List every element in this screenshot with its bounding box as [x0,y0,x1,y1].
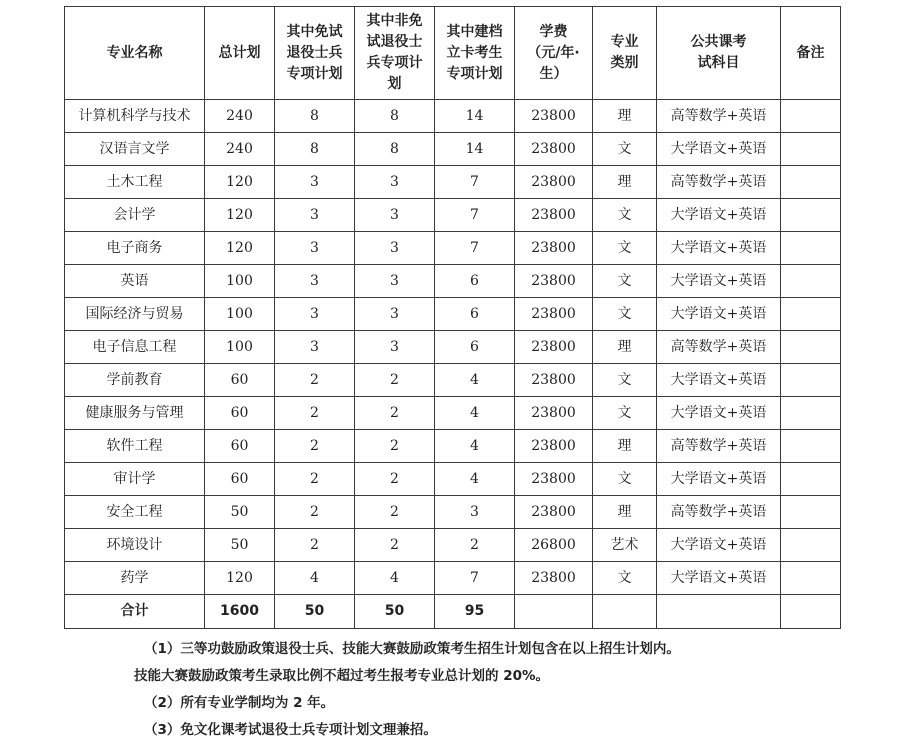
exempt-plan-cell: 8 [275,100,355,133]
poverty-plan-cell: 4 [435,463,515,496]
document [64,6,840,629]
major-name-cell: 汉语言文学 [65,133,205,166]
nonexempt-plan-cell: 2 [355,430,435,463]
category-cell: 理 [593,166,657,199]
category-cell: 理 [593,331,657,364]
category-cell: 理 [593,100,657,133]
remark-cell [781,166,841,199]
exam-subjects-cell: 高等数学+英语 [657,496,781,529]
totals-total: 1600 [205,595,275,629]
nonexempt-plan-cell: 3 [355,166,435,199]
total-plan-cell: 120 [205,166,275,199]
exam-subjects-cell: 大学语文+英语 [657,397,781,430]
tuition-cell: 26800 [515,529,593,562]
major-name-cell: 学前教育 [65,364,205,397]
remark-cell [781,463,841,496]
exempt-plan-cell: 4 [275,562,355,595]
category-cell: 文 [593,298,657,331]
poverty-plan-cell: 4 [435,364,515,397]
totals-exempt: 50 [275,595,355,629]
tuition-cell: 23800 [515,166,593,199]
tuition-cell: 23800 [515,430,593,463]
tuition-cell: 23800 [515,331,593,364]
exempt-plan-cell: 8 [275,133,355,166]
note-2: （2）所有专业学制均为 2 年。 [144,695,335,711]
exam-subjects-cell: 高等数学+英语 [657,100,781,133]
table-row [65,331,841,364]
tuition-cell: 23800 [515,364,593,397]
totals-nonexempt: 50 [355,595,435,629]
exam-subjects-cell: 高等数学+英语 [657,331,781,364]
table-row [65,463,841,496]
major-name-cell: 健康服务与管理 [65,397,205,430]
poverty-plan-cell: 3 [435,496,515,529]
major-name-cell: 安全工程 [65,496,205,529]
nonexempt-plan-cell: 4 [355,562,435,595]
totals-poverty: 95 [435,595,515,629]
tuition-cell: 23800 [515,265,593,298]
header-exempt-veteran-plan: 其中免试退役士兵专项计划 [275,7,355,100]
note-1: （1）三等功鼓励政策退役士兵、技能大赛鼓励政策考生招生计划包含在以上招生计划内。 [144,641,680,657]
major-name-cell: 计算机科学与技术 [65,100,205,133]
remark-cell [781,364,841,397]
nonexempt-plan-cell: 3 [355,298,435,331]
exam-subjects-cell: 大学语文+英语 [657,298,781,331]
poverty-plan-cell: 2 [435,529,515,562]
table-row [65,430,841,463]
tuition-cell: 23800 [515,562,593,595]
table-row [65,364,841,397]
totals-fee-empty [515,595,593,629]
exempt-plan-cell: 3 [275,298,355,331]
remark-cell [781,496,841,529]
poverty-plan-cell: 6 [435,265,515,298]
table-body [65,100,841,595]
note-3: （3）免文化课考试退役士兵专项计划文理兼招。 [144,722,437,738]
exempt-plan-cell: 2 [275,364,355,397]
poverty-plan-cell: 7 [435,232,515,265]
major-name-cell: 土木工程 [65,166,205,199]
tuition-cell: 23800 [515,133,593,166]
poverty-plan-cell: 7 [435,166,515,199]
totals-category-empty [593,595,657,629]
nonexempt-plan-cell: 2 [355,529,435,562]
total-plan-cell: 120 [205,562,275,595]
header-major-name: 专业名称 [65,7,205,100]
remark-cell [781,529,841,562]
header-nonexempt-veteran-plan: 其中非免试退役士兵专项计划 [355,7,435,100]
major-name-cell: 会计学 [65,199,205,232]
table-row [65,199,841,232]
note-1-continued: 技能大赛鼓励政策考生录取比例不超过考生报考专业总计划的 20%。 [134,668,550,684]
nonexempt-plan-cell: 3 [355,265,435,298]
major-name-cell: 环境设计 [65,529,205,562]
table-row [65,265,841,298]
table-header-row [65,7,841,100]
exempt-plan-cell: 3 [275,232,355,265]
totals-row [65,595,841,629]
exempt-plan-cell: 2 [275,463,355,496]
poverty-plan-cell: 6 [435,298,515,331]
exam-subjects-cell: 大学语文+英语 [657,199,781,232]
category-cell: 文 [593,265,657,298]
category-cell: 文 [593,232,657,265]
major-name-cell: 国际经济与贸易 [65,298,205,331]
total-plan-cell: 50 [205,496,275,529]
table-row [65,562,841,595]
category-cell: 理 [593,496,657,529]
header-remark: 备注 [781,7,841,100]
exam-subjects-cell: 高等数学+英语 [657,166,781,199]
total-plan-cell: 50 [205,529,275,562]
remark-cell [781,331,841,364]
poverty-plan-cell: 14 [435,100,515,133]
total-plan-cell: 60 [205,463,275,496]
major-name-cell: 软件工程 [65,430,205,463]
exam-subjects-cell: 大学语文+英语 [657,232,781,265]
nonexempt-plan-cell: 2 [355,397,435,430]
category-cell: 艺术 [593,529,657,562]
header-major-category: 专业类别 [593,7,657,100]
category-cell: 文 [593,199,657,232]
poverty-plan-cell: 4 [435,397,515,430]
exam-subjects-cell: 大学语文+英语 [657,364,781,397]
exempt-plan-cell: 2 [275,496,355,529]
total-plan-cell: 100 [205,265,275,298]
table-row [65,298,841,331]
table-row [65,166,841,199]
poverty-plan-cell: 4 [435,430,515,463]
enrollment-plan-table [64,6,841,629]
major-name-cell: 英语 [65,265,205,298]
remark-cell [781,298,841,331]
total-plan-cell: 100 [205,298,275,331]
exam-subjects-cell: 大学语文+英语 [657,529,781,562]
exempt-plan-cell: 2 [275,430,355,463]
totals-subjects-empty [657,595,781,629]
tuition-cell: 23800 [515,199,593,232]
totals-remark-empty [781,595,841,629]
poverty-plan-cell: 7 [435,562,515,595]
header-tuition: 学费（元/年·生） [515,7,593,100]
nonexempt-plan-cell: 2 [355,364,435,397]
nonexempt-plan-cell: 8 [355,100,435,133]
exempt-plan-cell: 2 [275,397,355,430]
exam-subjects-cell: 大学语文+英语 [657,463,781,496]
nonexempt-plan-cell: 3 [355,199,435,232]
header-exam-subjects: 公共课考试科目 [657,7,781,100]
exempt-plan-cell: 3 [275,331,355,364]
major-name-cell: 电子商务 [65,232,205,265]
exempt-plan-cell: 2 [275,529,355,562]
category-cell: 文 [593,133,657,166]
category-cell: 文 [593,463,657,496]
remark-cell [781,199,841,232]
tuition-cell: 23800 [515,496,593,529]
header-poverty-student-plan: 其中建档立卡考生专项计划 [435,7,515,100]
exempt-plan-cell: 3 [275,166,355,199]
total-plan-cell: 60 [205,364,275,397]
total-plan-cell: 240 [205,133,275,166]
notes-section [64,636,864,744]
exam-subjects-cell: 大学语文+英语 [657,265,781,298]
table-row [65,232,841,265]
remark-cell [781,133,841,166]
header-total-plan: 总计划 [205,7,275,100]
table-row [65,496,841,529]
major-name-cell: 电子信息工程 [65,331,205,364]
total-plan-cell: 60 [205,397,275,430]
exempt-plan-cell: 3 [275,199,355,232]
total-plan-cell: 120 [205,232,275,265]
category-cell: 理 [593,430,657,463]
category-cell: 文 [593,562,657,595]
tuition-cell: 23800 [515,397,593,430]
totals-label: 合计 [65,595,205,629]
tuition-cell: 23800 [515,298,593,331]
tuition-cell: 23800 [515,100,593,133]
nonexempt-plan-cell: 8 [355,133,435,166]
category-cell: 文 [593,364,657,397]
remark-cell [781,100,841,133]
total-plan-cell: 120 [205,199,275,232]
exempt-plan-cell: 3 [275,265,355,298]
table-row [65,529,841,562]
poverty-plan-cell: 14 [435,133,515,166]
exam-subjects-cell: 大学语文+英语 [657,133,781,166]
remark-cell [781,232,841,265]
poverty-plan-cell: 7 [435,199,515,232]
exam-subjects-cell: 高等数学+英语 [657,430,781,463]
tuition-cell: 23800 [515,463,593,496]
nonexempt-plan-cell: 2 [355,496,435,529]
total-plan-cell: 100 [205,331,275,364]
remark-cell [781,562,841,595]
table-row [65,100,841,133]
category-cell: 文 [593,397,657,430]
table-row [65,397,841,430]
tuition-cell: 23800 [515,232,593,265]
nonexempt-plan-cell: 3 [355,331,435,364]
remark-cell [781,430,841,463]
table-row [65,133,841,166]
poverty-plan-cell: 6 [435,331,515,364]
major-name-cell: 审计学 [65,463,205,496]
exam-subjects-cell: 大学语文+英语 [657,562,781,595]
remark-cell [781,265,841,298]
total-plan-cell: 240 [205,100,275,133]
major-name-cell: 药学 [65,562,205,595]
total-plan-cell: 60 [205,430,275,463]
nonexempt-plan-cell: 2 [355,463,435,496]
nonexempt-plan-cell: 3 [355,232,435,265]
remark-cell [781,397,841,430]
